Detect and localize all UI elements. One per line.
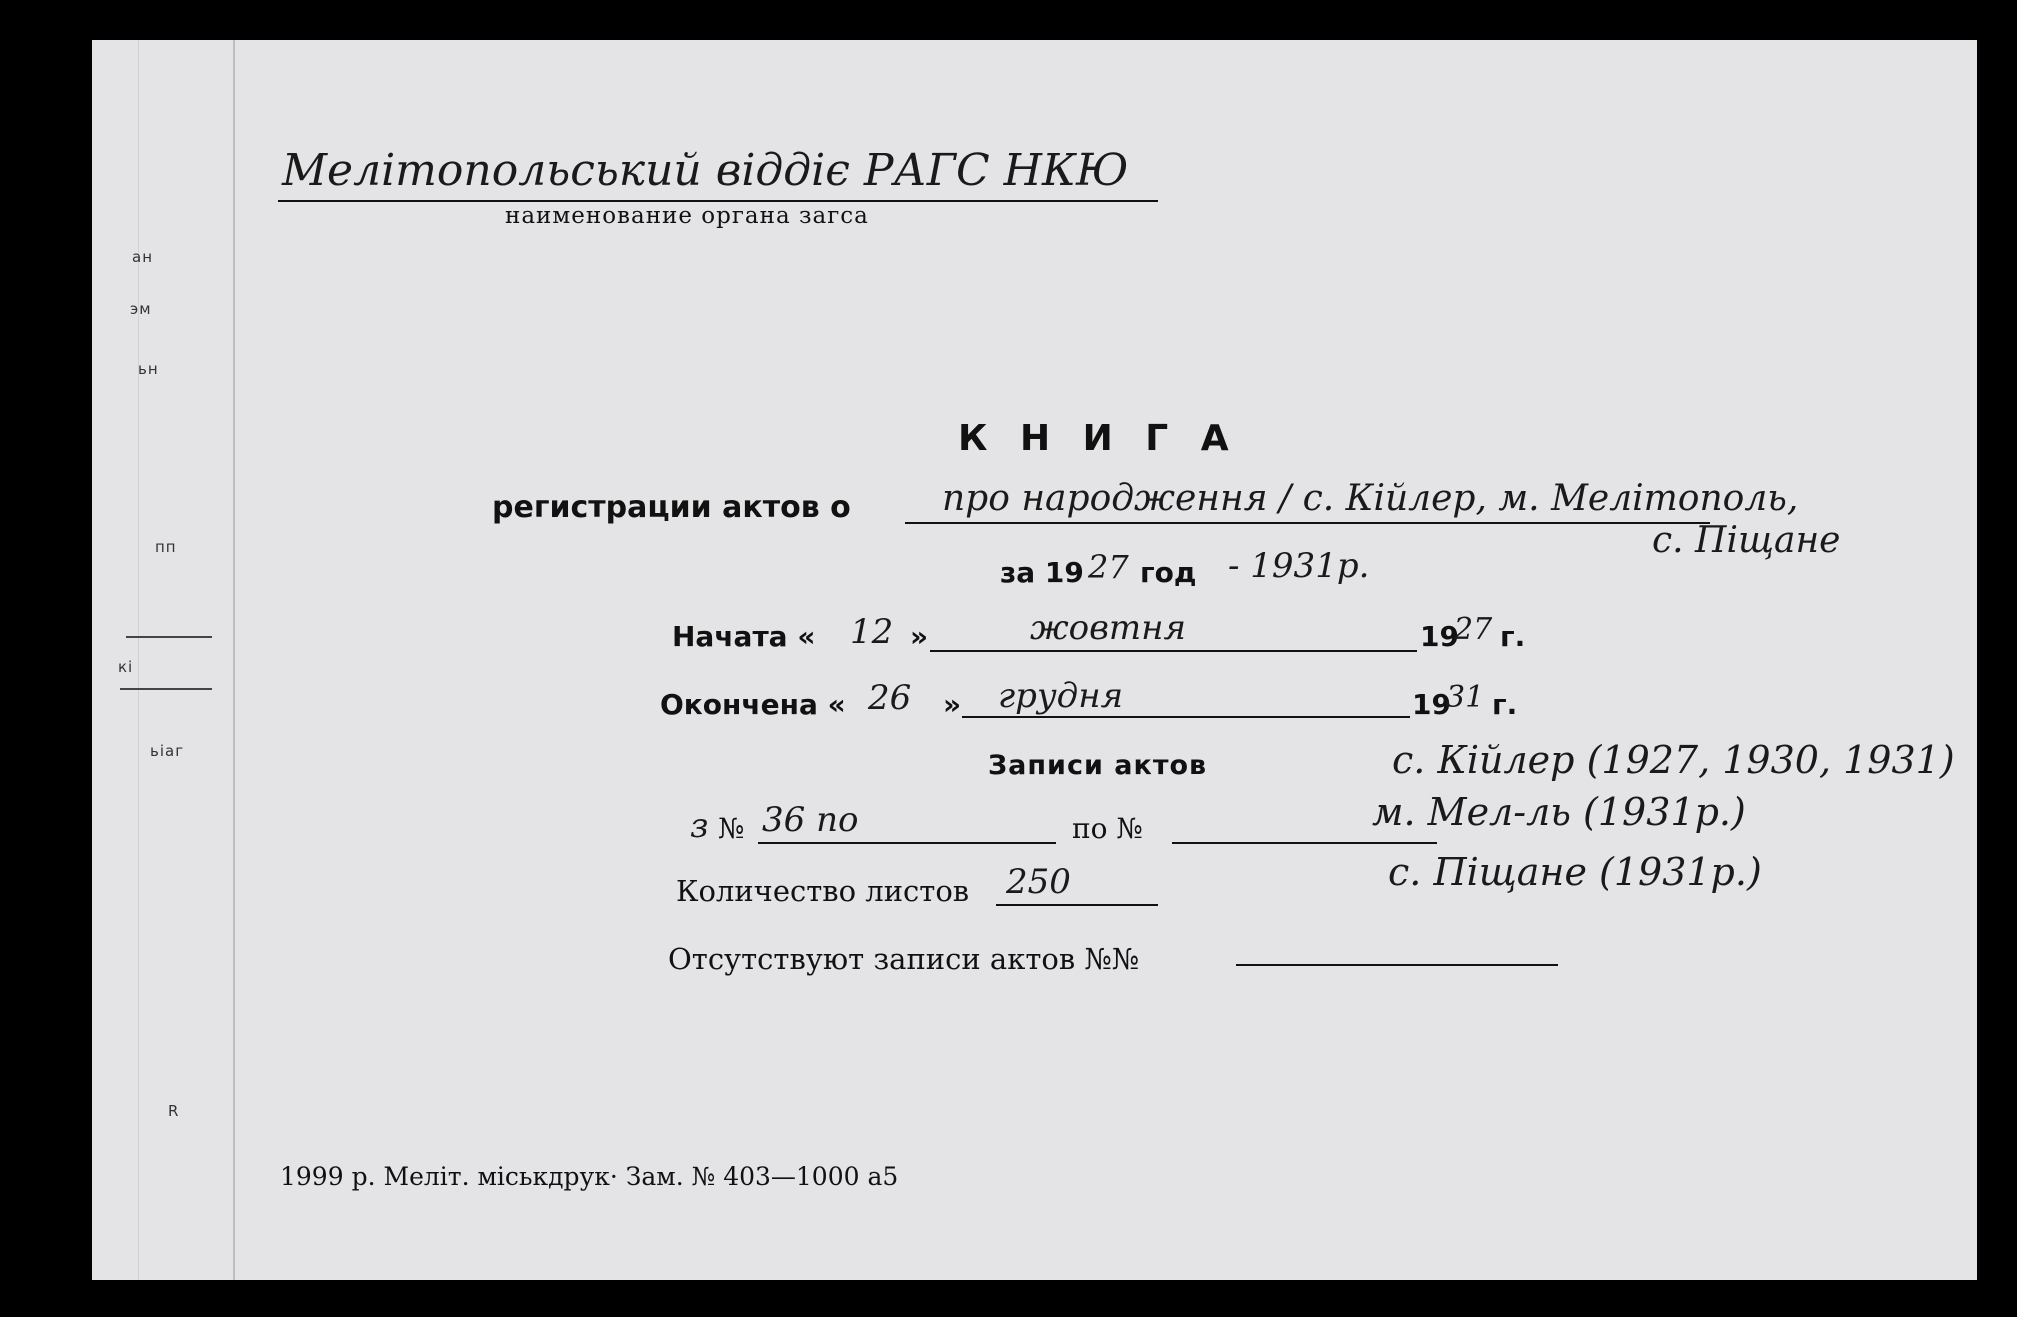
pages-label: Количество листов: [676, 874, 970, 908]
ended-mid: »: [943, 688, 962, 721]
started-year-prefix: 19: [1420, 620, 1459, 653]
note-line-1: с. Кійлер (1927, 1930, 1931): [1392, 738, 1955, 782]
year-range-handwritten: - 1931р.: [1228, 546, 1370, 586]
organ-name-underline: [278, 200, 1158, 202]
started-month-handwritten: жовтня: [1030, 608, 1187, 648]
missing-underline: [1236, 964, 1558, 966]
ended-month-handwritten: грудня: [998, 676, 1124, 716]
records-from-handwritten: з: [690, 806, 709, 846]
year-suffix: год: [1140, 556, 1197, 589]
records-no-label: №: [718, 812, 745, 845]
records-to-label: по №: [1072, 812, 1143, 845]
margin-fragment: пп: [155, 538, 177, 556]
records-from-underline: [758, 842, 1056, 844]
binding-fold-line: [233, 40, 235, 1280]
margin-fragment: ан: [132, 248, 153, 266]
registration-underline: [905, 522, 1710, 524]
registration-type-handwritten-2: с. Піщане: [1652, 520, 1841, 561]
note-line-3: с. Піщане (1931р.): [1388, 850, 1762, 894]
records-from-number-handwritten: 36 по: [762, 800, 859, 840]
records-label: Записи актов: [988, 750, 1208, 781]
binding-edge-line: [138, 40, 139, 1280]
records-to-underline: [1172, 842, 1437, 844]
document-sheet: [92, 40, 1977, 1280]
ended-year-prefix: 19: [1412, 688, 1451, 721]
note-line-2: м. Мел-ль (1931р.): [1372, 790, 1746, 834]
organ-name-handwritten: Мелітопольський віддіє РАГС НКЮ: [282, 145, 1129, 196]
started-label: Начата «: [672, 620, 816, 653]
started-day-handwritten: 12: [850, 612, 894, 652]
started-year-handwritten: 27: [1454, 612, 1493, 647]
margin-fragment: ьіаг: [150, 742, 185, 760]
started-mid: »: [910, 620, 929, 653]
year-label: за 19: [1000, 556, 1084, 589]
printer-imprint: 1999 р. Меліт. міськдрук· Зам. № 403—1000 а5: [280, 1162, 899, 1191]
book-title: К Н И Г А: [958, 418, 1239, 459]
started-year-suffix: г.: [1500, 620, 1526, 653]
margin-fragment: эм: [130, 300, 152, 318]
registration-label: регистрации актов о: [492, 490, 851, 525]
registration-type-handwritten: про народження / с. Кійлер, м. Мелітополь,: [942, 478, 1799, 519]
pages-handwritten: 250: [1006, 862, 1071, 902]
margin-fragment: ьн: [138, 360, 159, 378]
margin-fragment: кі: [118, 658, 134, 676]
ended-month-underline: [962, 716, 1410, 718]
ended-label: Окончена «: [660, 688, 846, 721]
started-month-underline: [930, 650, 1417, 652]
ended-year-suffix: г.: [1492, 688, 1518, 721]
missing-label: Отсутствуют записи актов №№: [668, 942, 1140, 976]
ended-day-handwritten: 26: [868, 678, 912, 718]
year-handwritten: 27: [1088, 548, 1129, 586]
organ-caption: наименование органа загса: [505, 203, 869, 229]
pages-underline: [996, 904, 1158, 906]
margin-rule: [126, 636, 212, 638]
margin-fragment: R: [168, 1102, 180, 1120]
ended-year-handwritten: 31: [1446, 680, 1485, 715]
margin-rule: [120, 688, 212, 690]
